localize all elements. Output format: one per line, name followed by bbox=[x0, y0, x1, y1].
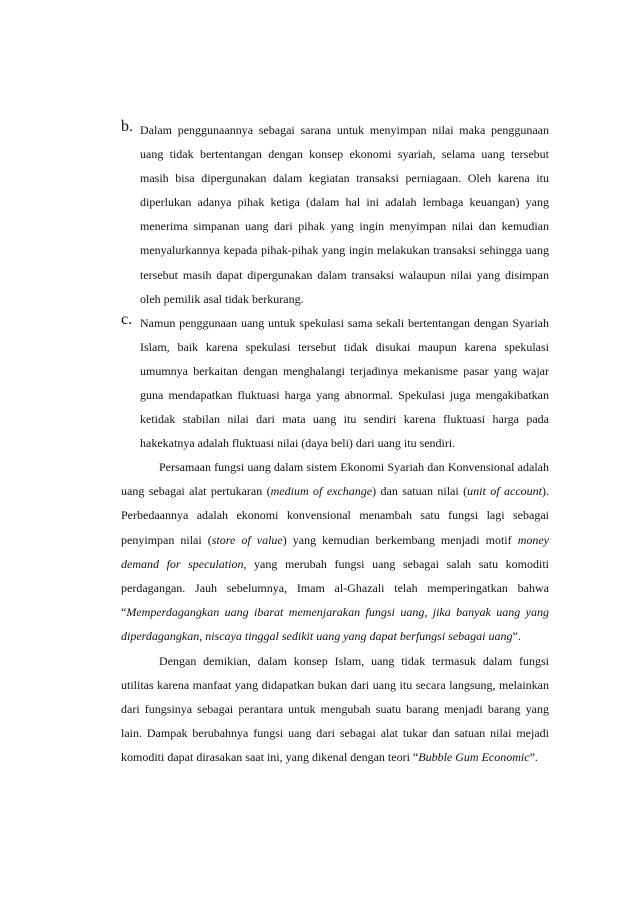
list-item-b bbox=[121, 118, 549, 311]
body-text bbox=[121, 455, 549, 770]
italic-term: unit of account bbox=[467, 484, 542, 499]
paragraph-islamic-concept bbox=[121, 649, 549, 770]
list-item-text: Dalam penggunaannya sebagai sarana untuk menyimpan nilai maka penggunaan uang tidak bertentangan dengan konsep ekonomi syariah, selama uang tersebut masih bisa dipergunakan dalam kegiatan transaksi perniagaan. Oleh karena itu diperlukan adanya pihak ketiga (dalam hal ini adalah lembaga keuangan) yang menerima simpanan uang dari pihak yang ingin menyimpan nilai dan kemudian menyalurkannya kepada pihak-pihak yang ingin melakukan transaksi sehingga uang tersebut masih dapat dipergunakan dalam transaksi walaupun nilai yang disimpan oleh pemilik asal tidak berkurang. bbox=[140, 123, 549, 306]
list-item-c bbox=[121, 311, 549, 456]
italic-term: Bubble Gum Economic bbox=[418, 750, 530, 765]
paragraph-text: , yang merubah fungsi uang sebagai salah satu komoditi perdagangan. Jauh sebelumnya, Imam al-Ghazali telah memperingatkan bahwa “ bbox=[121, 556, 549, 620]
italic-term: store of value bbox=[211, 532, 283, 547]
paragraph-text: Dengan demikian, dalam konsep Islam, uang tidak termasuk dalam fungsi utilitas karena manfaat yang didapatkan bukan dari uang itu secara langsung, melainkan dari fungsinya sebagai perantara untuk mengubah suatu barang menjadi barang yang lain. Dampak berubahnya fungsi uang dari sebagai alat tukar dan satuan nilai mejadi komoditi dapat dirasakan saat ini, yang dikenal dengan teori “ bbox=[121, 653, 549, 765]
italic-term: money demand for speculation bbox=[121, 532, 550, 571]
paragraph-text: ). Perbedaannya adalah ekonomi konvensional menambah satu fungsi lagi sebagai penyimpan nilai ( bbox=[121, 484, 549, 547]
italic-quote: Memperdagangkan uang ibarat memenjarakan fungsi uang, jika banyak uang yang diperdagangkan, niscaya tinggal sedikit uang yang dapat berfungsi sebagai uang bbox=[121, 605, 549, 644]
paragraph-text: ) yang kemudian berkembang menjadi motif bbox=[282, 532, 518, 547]
list-item-text: Namun penggunaan uang untuk spekulasi sama sekali bertentangan dengan Syariah Islam, baik karena spekulasi tersebut tidak disukai maupun karena spekulasi umumnya berkaitan dengan menghalangi terjadinya mekanisme pasar yang wajar guna mendapatkan fluktuasi harga yang abnormal. Spekulasi juga mengakibatkan ketidak stabilan nilai dari mata uang itu sendiri karena fluktuasi harga pada hakekatnya adalah fluktuasi nilai (daya beli) dari uang itu sendiri. bbox=[140, 315, 549, 451]
list-marker: c. bbox=[121, 310, 133, 328]
paragraph-text: Persamaan fungsi uang dalam sistem Ekonomi Syariah dan Konvensional adalah uang sebagai alat pertukaran ( bbox=[121, 460, 549, 499]
list-marker: b. bbox=[121, 118, 133, 135]
italic-term: medium of exchange bbox=[270, 484, 373, 499]
paragraph-text: ”. bbox=[529, 750, 538, 765]
paragraph-text: ”. bbox=[512, 629, 521, 644]
paragraph-money-functions bbox=[121, 455, 549, 649]
paragraph-text: ) dan satuan nilai ( bbox=[372, 484, 468, 499]
lettered-list bbox=[121, 118, 549, 455]
